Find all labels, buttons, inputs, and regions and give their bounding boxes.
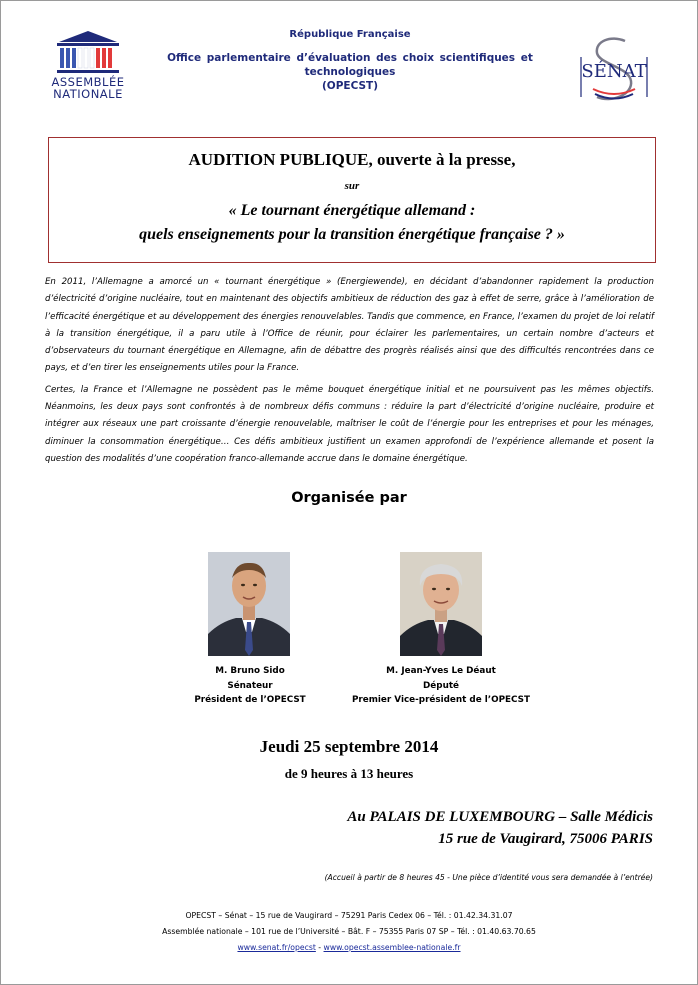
assemblee-nationale-logo — [45, 28, 131, 104]
description-paragraph-2: Certes, la France et l’Allemagne ne possèdent pas le même bouquet énergétique initial et ne poursuivent pas les mêmes objectifs. Néanmoins, les deux pays sont confrontés à de nombreux défis communs : réduire la part d’électricité d’origine nucléaire, produire et intégrer aux réseaux une part croissante d’énergie renouvelable, maîtriser le coût de l’énergie pour les entreprises et pour les ménages, diminuer la consommation énergétique… Ces défis ambitieux justifient un examen approfondi de l’expérience allemande et posent la question des modalités d’une coopération franco-allemande accrue dans le domaine énergétique. — [45, 384, 654, 464]
description-paragraph-1: En 2011, l’Allemagne a amorcé un « tournant énergétique » (Energiewende), en décidant d’abandonner rapidement la production d’électricité d’origine nucléaire, tout en maintenant des objectifs ambitieux de réduction des gaz à effet de serre, grâce à l’amélioration de l’efficacité énergétique et au développement des énergies renouvelables. Tandis que commence, en France, l’examen du projet de loi relatif à la transition énergétique, il a paru utile à l’Office de réunir, pour éclairer les parlementaires, un certain nombre d’acteurs et d’observateurs du tournant énergétique en Allemagne, afin de débattre des progrès réalisés ainsi que des difficultés rencontrées dans ce pays, et d’en tirer les enseignements utiles pour la France. — [45, 277, 654, 374]
footer-senat-address: OPECST – Sénat – 15 rue de Vaugirard – 75291 Paris Cedex 06 – Tél. : 01.42.34.31.07 — [185, 911, 513, 920]
hemicycle-icon — [45, 28, 131, 76]
description-text — [45, 274, 654, 472]
senat-wordmark: SÉNAT — [581, 61, 647, 82]
an-logo-line2: NATIONALE — [53, 87, 123, 101]
title-box — [48, 137, 656, 263]
footer — [0, 908, 698, 956]
office-abbreviation: (OPECST) — [321, 80, 379, 92]
organised-by-heading: Organisée par — [291, 490, 407, 506]
person-position: Premier Vice-président de l’OPECST — [351, 695, 531, 705]
venue-line-2: 15 rue de Vaugirard, 75006 PARIS — [438, 831, 653, 847]
header-center — [140, 28, 560, 93]
person-jean-yves-le-deaut — [346, 664, 536, 708]
event-hours: de 9 heures à 13 heures — [284, 766, 414, 781]
republique-francaise: République Française — [289, 29, 411, 40]
person-role: Sénateur — [227, 680, 273, 691]
event-title: AUDITION PUBLIQUE, ouverte à la presse, — [188, 150, 516, 169]
footer-an-address: Assemblée nationale – 101 rue de l’Université – Bât. F – 75355 Paris 07 SP – Tél. : 01.40.63.70.65 — [162, 927, 536, 936]
senat-opecst-link[interactable]: www.senat.fr/opecst — [237, 943, 316, 952]
an-opecst-link[interactable]: www.opecst.assemblee-nationale.fr — [323, 943, 461, 952]
entry-note: (Accueil à partir de 8 heures 45 - Une pièce d’identité vous sera demandée à l’entrée) — [324, 873, 653, 882]
person-bruno-sido — [170, 664, 330, 708]
event-subject-line2: quels enseignements pour la transition énergétique française ? » — [139, 226, 565, 243]
office-name: Office parlementaire d’évaluation des choix scientifiques et technologiques — [167, 52, 533, 78]
person-role: Député — [423, 680, 459, 691]
title-sur: sur — [344, 180, 360, 192]
photo-jean-yves-le-deaut — [400, 552, 482, 656]
event-venue — [153, 806, 653, 850]
photo-bruno-sido — [208, 552, 290, 656]
link-separator: - — [315, 943, 324, 952]
footer-links — [0, 940, 698, 956]
venue-line-1: Au PALAIS DE LUXEMBOURG – Salle Médicis — [347, 809, 653, 825]
person-position: Président de l’OPECST — [194, 695, 306, 705]
person-name: M. Bruno Sido — [215, 666, 285, 676]
senat-logo — [571, 37, 657, 105]
an-logo-line1: ASSEMBLÉE — [51, 75, 125, 89]
event-subject-line1: « Le tournant énergétique allemand : — [228, 202, 476, 219]
person-name: M. Jean-Yves Le Déaut — [386, 666, 496, 676]
event-date: Jeudi 25 septembre 2014 — [259, 737, 439, 756]
